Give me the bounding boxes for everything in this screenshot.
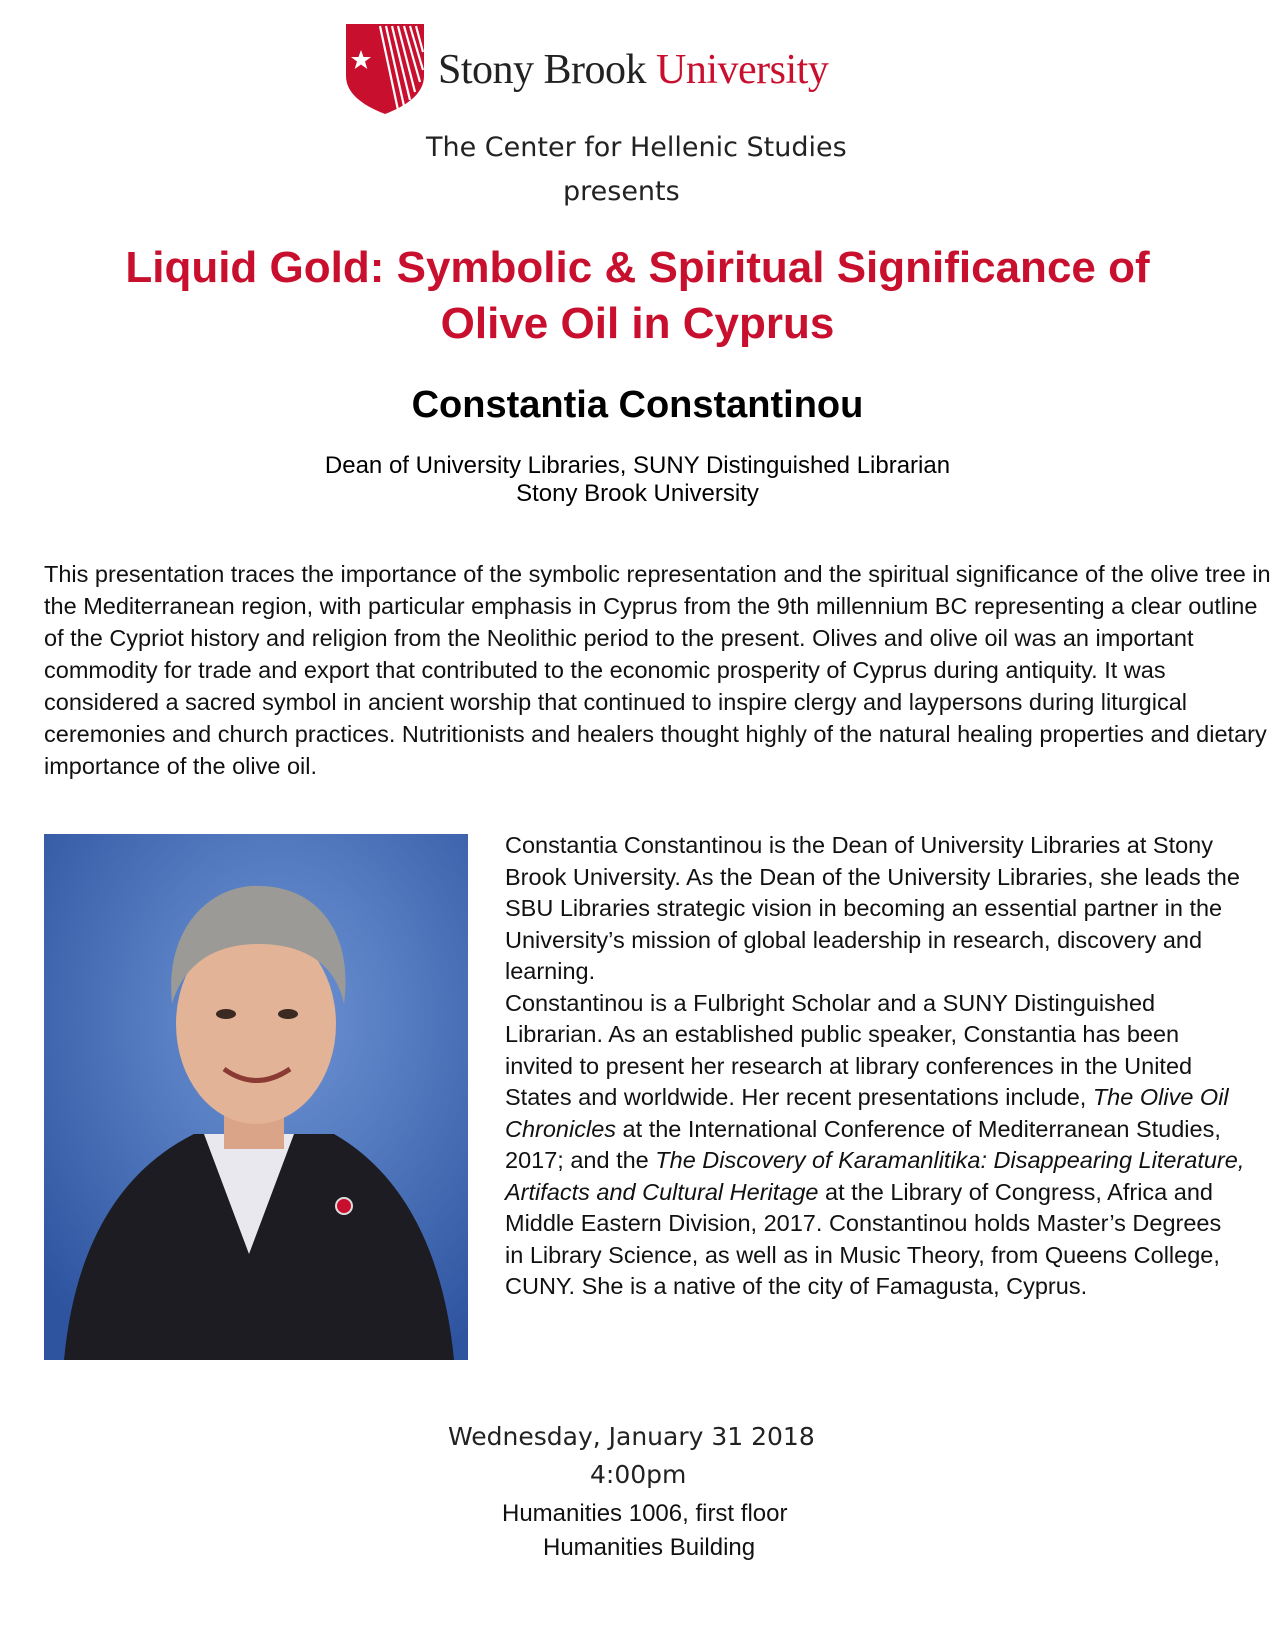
event-building: Humanities Building [543,1534,756,1561]
speaker-role-line2: Stony Brook University [516,480,759,507]
presenter-org: The Center for Hellenic Studies [426,132,847,163]
shield-icon [346,24,424,114]
event-room: Humanities 1006, first floor [502,1500,788,1527]
bio-work-title: The Olive Oil Chronicles [505,1084,1229,1142]
bio-text: at the Library of Congress, Africa and Middle Eastern Division, 2017. Constantinou holds Master’s Degrees in Library Science, as well as in Music Theory, from Queens College, CUNY. She is a native of the city of Famagusta, Cyprus. [505,1178,1222,1299]
speaker-role-line1: Dean of University Libraries, SUNY Distinguished Librarian [324,452,951,479]
bio-text: Constantinou is a Fulbright Scholar and a SUNY Distinguished Librarian. As an established public speaker, Constantia has been invited to present her research at library conferences in the United States and worldwide. Her recent presentations include, [505,989,1193,1110]
presents-label: presents [563,176,680,207]
event-date: Wednesday, January 31 2018 [448,1422,815,1451]
event-title [40,240,1235,352]
speaker-name: Constantia Constantinou [411,384,864,426]
university-logo [346,24,876,120]
bio-text: at the International Conference of Mediterranean Studies, 2017; and the [505,1115,1221,1173]
bio-paragraph-2 [505,988,1245,1303]
bio-work-title: The Discovery of Karamanlitika: Disappearing Literature, Artifacts and Cultural Heritage [505,1147,1245,1205]
event-time: 4:00pm [590,1460,687,1489]
abstract-paragraph: This presentation traces the importance of the symbolic representation and the spiritual significance of the olive tree in the Mediterranean region, with particular emphasis in Cyprus from the 9th millennium BC representing a clear outline of the Cypriot history and religion from the Neolithic period to the present. Olives and olive oil was an important commodity for trade and export that contributed to the economic prosperity of Cyprus during antiquity. It was considered a sacred symbol in ancient worship that continued to inspire clergy and laypersons during liturgical ceremonies and church practices. Nutritionists and healers thought highly of the natural healing properties and dietary importance of the olive oil. [44,561,1271,779]
event-title-line2: Olive Oil in Cyprus [440,299,835,348]
logo-name-part1: Stony Brook [438,47,647,93]
speaker-photo [44,834,468,1360]
logo-wordmark [438,46,828,94]
speaker-bio [505,830,1245,1303]
speaker-role [200,452,1075,508]
event-title-line1: Liquid Gold: Symbolic & Spiritual Significance of [125,243,1150,292]
logo-name-part2: University [656,47,829,93]
bio-paragraph-1: Constantia Constantinou is the Dean of University Libraries at Stony Brook University. As the Dean of the University Libraries, she leads the SBU Libraries strategic vision in becoming an essential partner in the University’s mission of global leadership in research, discovery and learning. [505,832,1240,984]
